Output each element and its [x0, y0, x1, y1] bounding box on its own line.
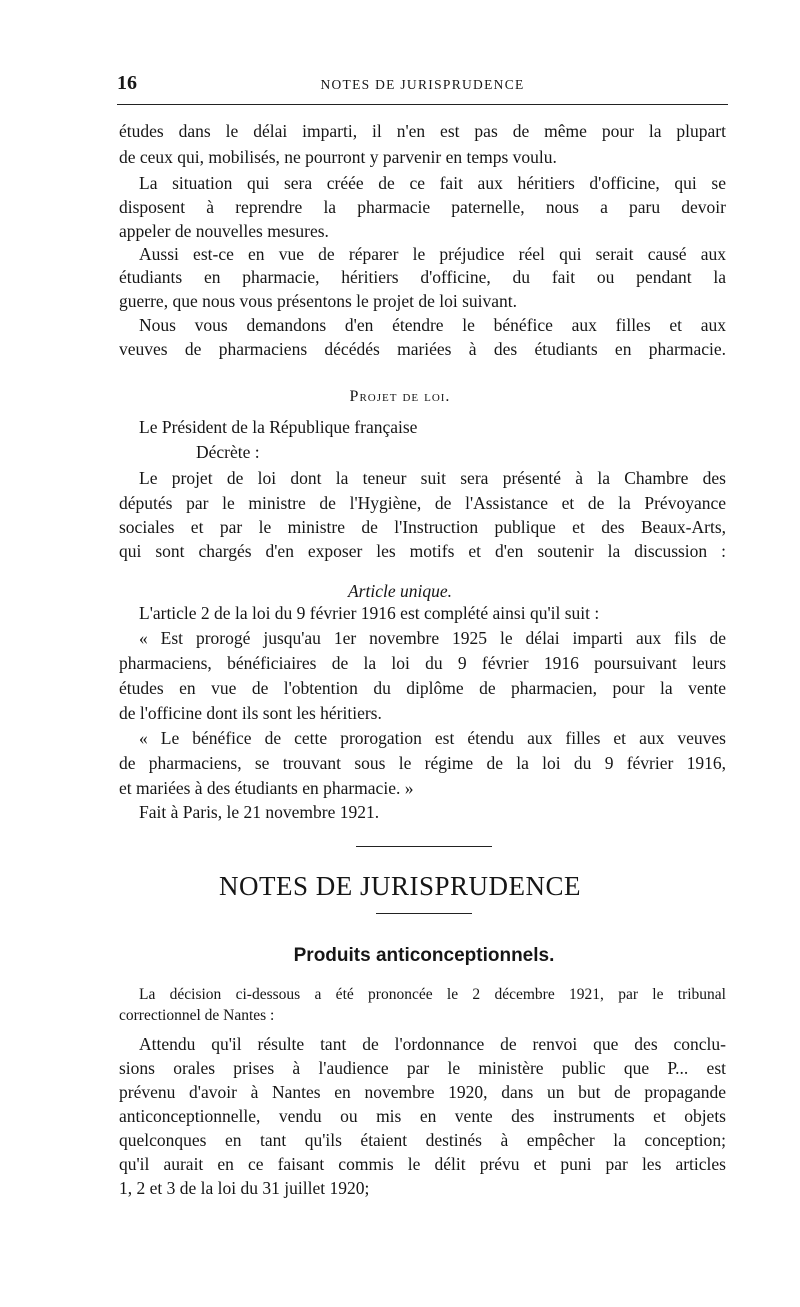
text-line: L'article 2 de la loi du 9 février 1916 est complété ainsi qu'il suit : [139, 603, 600, 623]
running-title: NOTES DE JURISPRUDENCE [320, 77, 525, 92]
text-line: Aussi est-ce en vue de réparer le préjudice réel qui serait causé aux [139, 244, 726, 264]
text-line: Décrète : [196, 442, 260, 462]
text-line: de pharmaciens, se trouvant sous le régime de la loi du 9 février 1916, [119, 753, 726, 773]
text-line: sions orales prises à l'audience par le ministère public que P... est [119, 1058, 726, 1078]
text-line: études dans le délai imparti, il n'en est pas de même pour la plupart [119, 121, 726, 141]
text-line: Attendu qu'il résulte tant de l'ordonnance de renvoi que des conclu- [139, 1034, 726, 1054]
text-line: sociales et par le ministre de l'Instruction publique et des Beaux-Arts, [119, 517, 726, 537]
text-line: veuves de pharmaciens décédés mariées à des étudiants en pharmacie. [119, 339, 726, 359]
text-line: de ceux qui, mobilisés, ne pourront y parvenir en temps voulu. [119, 147, 557, 167]
text-line: La situation qui sera créée de ce fait aux héritiers d'officine, qui se [139, 173, 726, 193]
text-line: étudiants en pharmacie, héritiers d'officine, du fait ou pendant la [119, 267, 726, 287]
text-line: « Le bénéfice de cette prorogation est étendu aux filles et aux veuves [139, 728, 726, 748]
text-line: études en vue de l'obtention du diplôme de pharmacien, pour la vente [119, 678, 726, 698]
text-line: qu'il aurait en ce faisant commis le délit prévu et puni par les articles [119, 1154, 726, 1174]
text-line: qui sont chargés d'en exposer les motifs et d'en soutenir la discussion : [119, 541, 726, 561]
text-line: quelconques en tant qu'ils étaient destinés à empêcher la conception; [119, 1130, 726, 1150]
text-line: guerre, que nous vous présentons le projet de loi suivant. [119, 291, 518, 311]
text-line: Le projet de loi dont la teneur suit sera présenté à la Chambre des [139, 468, 726, 488]
article-heading: Article unique. [347, 581, 452, 601]
text-line: Le Président de la République française [139, 417, 418, 437]
section-title: NOTES DE JURISPRUDENCE [218, 871, 582, 901]
text-line: députés par le ministre de l'Hygiène, de l'Assistance et de la Prévoyance [119, 493, 726, 513]
text-line: La décision ci-dessous a été prononcée le 2 décembre 1921, par le tribunal [139, 986, 726, 1003]
text-line: correctionnel de Nantes : [119, 1007, 275, 1024]
text-line: appeler de nouvelles mesures. [119, 221, 329, 241]
projet-heading: Projet de loi. [349, 388, 451, 405]
header-rule [117, 104, 728, 105]
text-line: 1, 2 et 3 de la loi du 31 juillet 1920; [119, 1178, 370, 1198]
title-underline [376, 913, 472, 914]
page-header [117, 72, 728, 96]
text-line: « Est prorogé jusqu'au 1er novembre 1925 le délai imparti aux fils de [139, 628, 726, 648]
text-line: de l'officine dont ils sont les héritiers. [119, 703, 382, 723]
section-subtitle: Produits anticonceptionnels. [293, 945, 555, 966]
section-separator [356, 846, 492, 847]
text-line: Fait à Paris, le 21 novembre 1921. [139, 802, 380, 822]
text-line: prévenu d'avoir à Nantes en novembre 1920, dans un but de propagande [119, 1082, 726, 1102]
page-number: 16 [117, 72, 137, 94]
text-line: anticonceptionnelle, vendu ou mis en vente des instruments et objets [119, 1106, 726, 1126]
text-line: disposent à reprendre la pharmacie paternelle, nous a paru devoir [119, 197, 726, 217]
text-line: Nous vous demandons d'en étendre le bénéfice aux filles et aux [139, 315, 726, 335]
text-line: pharmaciens, bénéficiaires de la loi du 9 février 1916 poursuivant leurs [119, 653, 726, 673]
text-line: et mariées à des étudiants en pharmacie. » [119, 778, 414, 798]
